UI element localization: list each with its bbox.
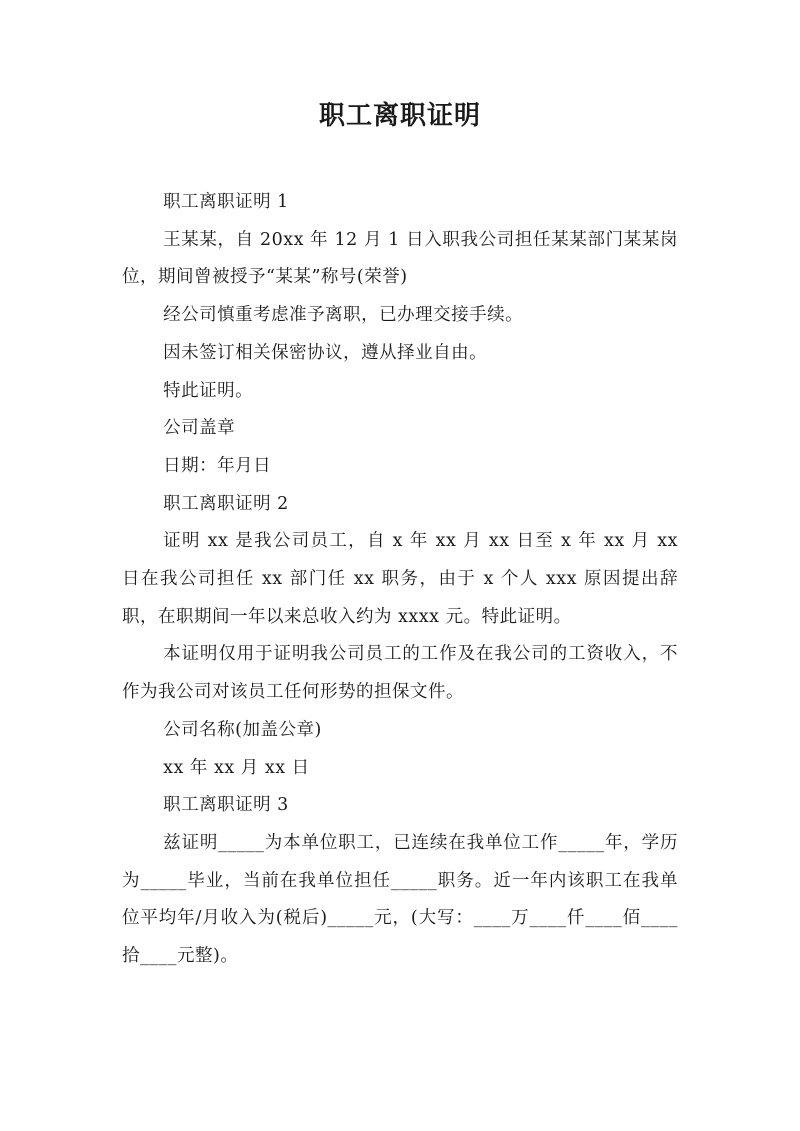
section-heading-3: 职工离职证明 3 (163, 795, 289, 816)
date-line-2: xx 年 xx 月 xx 日 (163, 757, 310, 778)
document-body (122, 184, 678, 976)
paragraph-no-confidentiality: 因未签订相关保密协议，遵从择业自由。 (163, 342, 488, 363)
paragraph-employee-record: 王某某，自 20xx 年 12 月 1 日入职我公司担任某某部门某某岗位，期间曾被授予“某某”称号(荣誉) (122, 229, 678, 288)
paragraph-resignation-approved: 经公司慎重考虑准予离职，已办理交接手续。 (163, 305, 524, 326)
company-seal-line: 公司盖章 (163, 418, 236, 439)
paragraph-employment-income: 证明 xx 是我公司员工，自 x 年 xx 月 xx 日至 x 年 xx 月 xx 日在我公司担任 xx 部门任 xx 职务，由于 x 个人 xxx 原因提出辞职，在职期间一年以来总收入约为 xxxx 元。特此证明。 (122, 531, 678, 627)
section-heading-2: 职工离职证明 2 (163, 493, 289, 514)
date-line-1: 日期：年月日 (163, 455, 272, 476)
paragraph-usage-note: 本证明仅用于证明我公司员工的工作及在我公司的工资收入，不作为我公司对该员工任何形势的担保文件。 (122, 644, 678, 703)
paragraph-certification: 特此证明。 (163, 380, 254, 401)
paragraph-fill-in-certificate: 兹证明_____为本单位职工，已连续在我单位工作_____年，学历为_____毕业，当前在我单位担任_____职务。近一年内该职工在我单位平均年/月收入为(税后)_____元，(大写：____万____仟____佰____拾____元整)。 (122, 832, 678, 967)
document-title: 职工离职证明 (318, 101, 481, 131)
section-heading-1: 职工离职证明 1 (163, 192, 289, 212)
company-name-line: 公司名称(加盖公章) (163, 719, 322, 740)
